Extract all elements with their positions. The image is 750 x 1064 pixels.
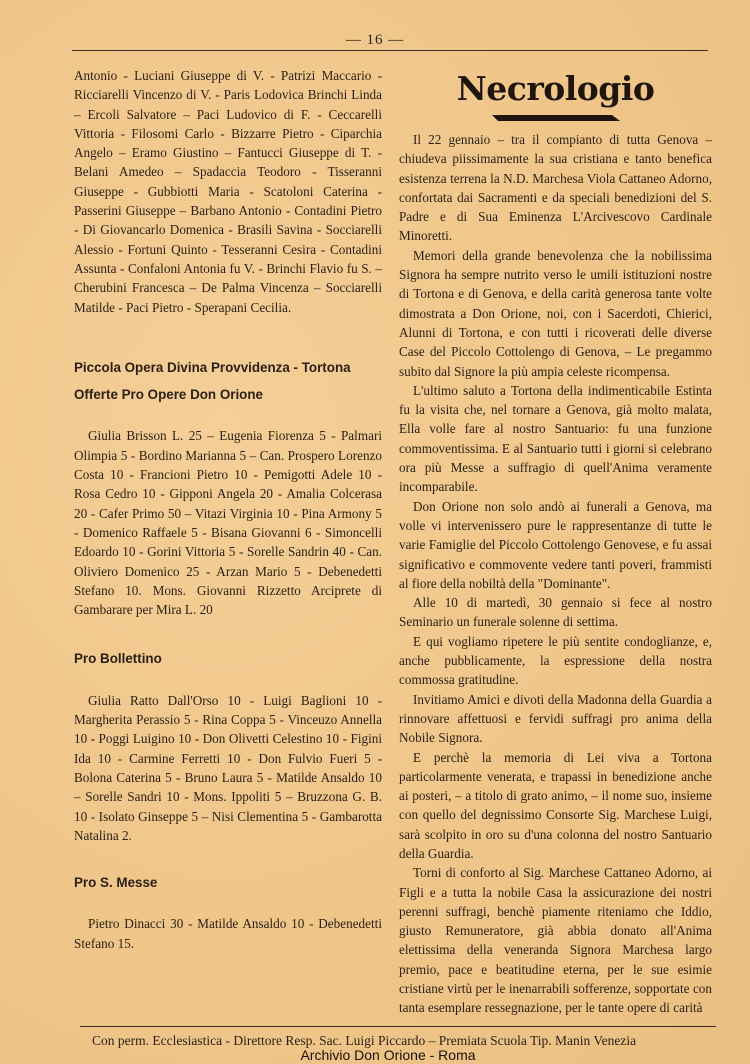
necrologio-paragraph: E qui vogliamo ripetere le più sentite condoglianze, e, anche pubblicamente, la espressione della nostra commossa gratitudine. [399,633,712,688]
necrologio-paragraph: Don Orione non solo andò ai funerali a Genova, ma volle vi intervenissero pure le rappresentanze di tutte le varie Famiglie del Piccolo Cottolengo Genovese, e fu assai significativo e commovente vedere tanti poveri, frammisti al fiore della nobiltà della "Dominante". [399,498,712,591]
top-rule [72,50,708,51]
right-column [399,68,712,1018]
necrologio-paragraph: Alle 10 di martedì, 30 gennaio si fece al nostro Seminario un funerale solenne di settima. [399,595,712,630]
necrologio-paragraph: Torni di conforto al Sig. Marchese Cattaneo Adorno, ai Figli e a tutta la nobile Casa la assicurazione dei nostri perenni suffragi, benchè piamente riteniamo che Iddio, giusto Remuneratore, già abbia donato all'Anima elettissima della veneranda Signora Marchesa largo premio, pace e beatitudine eterna, per le sue esimie cristiane virtù per le inenarrabili sofferenze, sopportate con tanta esemplare ressegnazione, per le tante opere di carità [399,865,712,1016]
necrologio-paragraph: Memori della grande benevolenza che la nobilissima Signora ha sempre nutrito verso le umili istituzioni nostre di Tortona e di Genova, e della carità generosa tante volte dimostrata a Don Orione, noi, con i Sacerdoti, Chierici, Alunni di Tortona, e con tutti i ricoverati delle diverse Case del Piccolo Cottolengo di Genova, – Le pregammo subito dal Signore la più ampia celeste ricompensa. [399,247,712,379]
necrologio-paragraph: E perchè la memoria di Lei viva a Tortona particolarmente venerata, e trapassi in benedizione anche ai posteri, – a titolo di grato animo, – il nome suo, insieme con quello del degnissimo Consorte Sig. Marchese Luigi, sarà scolpito in oro su d'una colonna del nostro Santuario della Guardia. [399,749,712,861]
necrologio-paragraph: Invitiamo Amici e divoti della Madonna della Guardia a rinnovare affettuosi e fervidi suffragi pro anima della Nobile Signora. [399,691,712,746]
section-heading-messe: Pro S. Messe [74,875,158,891]
necrologio-title: Necrologio [456,69,655,108]
messe-list: Pietro Dinacci 30 - Matilde Ansaldo 10 - Debenedetti Stefano 15. [74,916,382,951]
necrologio-paragraph: Il 22 gennaio – tra il compianto di tutta Genova – chiudeva piissimamente la sua cristiana e tanto benefica esistenza terrena la N.D. Marchesa Viola Cattaneo Adorno, confortata dai Sacramenti e da speciali benedizioni del S. Padre e di Sua Eminenza L'Arcivescovo Cardinale Minoretti. [399,132,712,244]
archive-watermark: Archivio Don Orione - Roma [300,1047,476,1063]
section-heading-tortona: Piccola Opera Divina Provvidenza - Tortona [74,359,351,375]
donor-list-continued: Antonio - Luciani Giuseppe di V. - Patrizi Maccario - Ricciarelli Vincenzo di V. - Paris Lodovica Brinchi Linda – Ercoli Salvatore – Paci Ludovico di F. - Ceccarelli Vittoria - Filosomi Carlo - Bizzarre Pietro - Ciparchia Angelo – Eramo Giustino – Fantucci Giuseppe di T. - Belani Amedeo – Spadaccia Teodoro - Tisseranni Giuseppe - Gubbiotti Maria - Scatoloni Caterina - Passerini Giuseppe – Barbano Antonio - Contadini Pietro - Di Giovancarlo Domenica - Brasili Savina - Socciarelli Alessio - Fortuni Quinto - Tesseranni Cesira - Contadini Assunta - Confaloni Antonia fu V. - Brinchi Flavio fu S. – Cherubini Francesca – De Palma Vincenza – Socciarelli Matilde - Paci Pietro - Sperapani Cecilia. [74,68,382,315]
footer-imprint: Con perm. Ecclesiastica - Direttore Resp. Sac. Luigi Piccardo – Premiata Scuola Tip. Manin Venezia [92,1033,637,1048]
left-column [74,66,382,953]
section-heading-offerte: Offerte Pro Opere Don Orione [74,387,263,403]
necrologio-paragraph: L'ultimo saluto a Tortona della indimenticabile Estinta fu la visita che, nel tornare a Genova, già molto malata, Ella volle fare al nostro Santuario: fu una funzione commoventissima. E al Santuario tutti i giorni si celebrano ora più Messe a suffragio di quell'Anima veramente incomparabile. [399,382,712,495]
title-ornament-bar [492,114,620,122]
footer-rule [80,1026,716,1027]
section-heading-bollettino: Pro Bollettino [74,651,162,667]
bollettino-list: Giulia Ratto Dall'Orso 10 - Luigi Baglioni 10 - Margherita Perassio 5 - Rina Coppa 5 - Vinceuzo Annella 10 - Poggi Luigino 10 - Don Olivetti Celestino 10 - Figini Ida 10 - Carmine Ferretti 10 - Don Fulvio Fueri 5 - Bolona Caterina 5 - Bruno Laura 5 - Matilde Ansaldo 10 – Sorelle Sandri 10 - Mons. Ippoliti 5 – Bruzzona G. B. 10 - Isolato Ginseppe 5 – Nisi Clementina 5 - Gambarotta Natalina 2. [74,692,382,843]
offerte-list: Giulia Brisson L. 25 – Eugenia Fiorenza 5 - Palmari Olimpia 5 - Bordino Marianna 5 – Can. Prospero Lorenzo Costa 10 - Francioni Pietro 10 - Pemigotti Adele 10 - Rosa Cedro 10 - Gipponi Angela 20 - Amalia Colcerasa 20 - Cafer Primo 50 – Vitazi Virginia 10 - Pina Armony 5 - Domenico Raffaele 5 - Bisana Giovanni 6 - Simoncelli Edoardo 10 - Gorini Vittoria 5 - Sorelle Sandrin 40 - Can. Oliviero Domenico 25 - Arzan Mario 5 - Debenedetti Stefano 10. Mons. Giovanni Rizzetto Arciprete di Gambarare per Mira L. 20 [74,428,382,618]
page-number: — 16 — [345,32,405,48]
